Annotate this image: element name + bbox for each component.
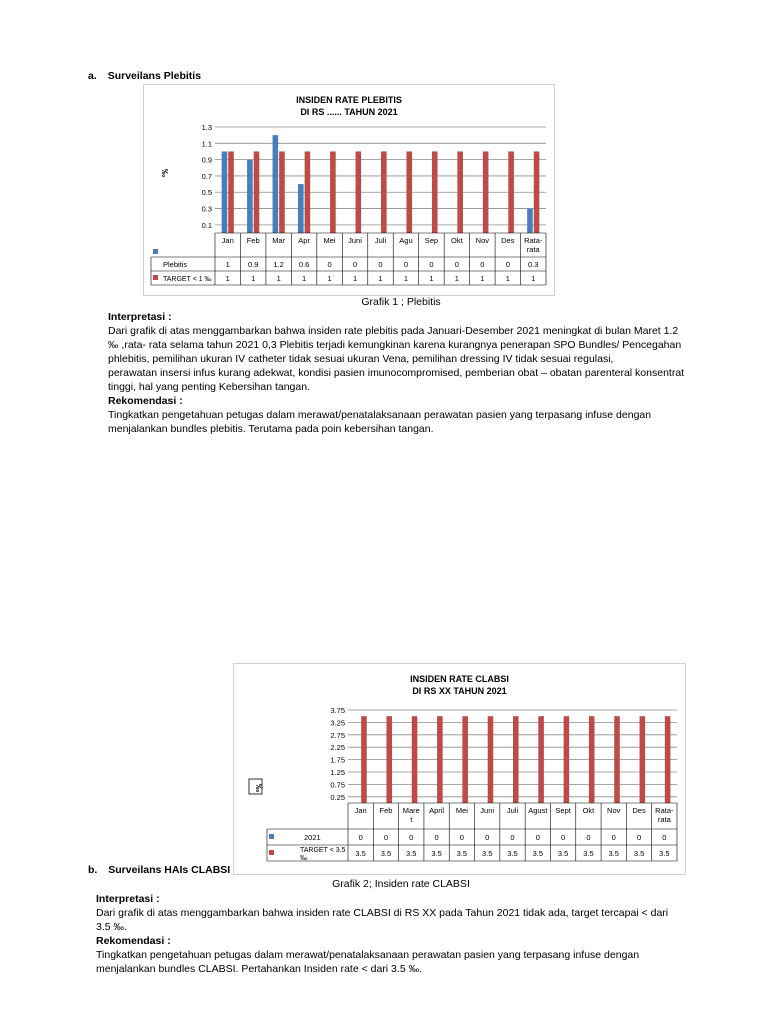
bar-series-2 xyxy=(538,716,544,803)
x-category-label: Jan xyxy=(354,806,367,815)
data-label: 0 xyxy=(434,833,439,842)
x-category-label: Mei xyxy=(455,806,468,815)
section-b-interpretasi-label: Interpretasi : xyxy=(96,893,160,905)
data-label: 1 xyxy=(276,274,281,283)
legend-swatch xyxy=(269,834,274,839)
x-category-label: Okt xyxy=(451,236,463,245)
rekomendasi-line: Tingkatkan pengetahuan petugas dalam merawat/penatalaksanaan perawatan pasien yang terpasang infuse dengan xyxy=(96,949,640,961)
data-label: 0 xyxy=(535,833,540,842)
bar-series-2 xyxy=(457,151,463,233)
section-a-rekomendasi-label: Rekomendasi : xyxy=(108,395,183,407)
section-a-title: Surveilans Plebitis xyxy=(107,70,202,82)
x-category-label: Juli xyxy=(506,806,519,815)
bar-series-1 xyxy=(247,160,253,233)
rekomendasi-line: menjalankan bundles plebitis. Terutama pada poin kebersihan tangan. xyxy=(108,423,434,435)
data-label: 0 xyxy=(662,833,667,842)
x-category-label: Mei xyxy=(323,236,336,245)
legend-swatch xyxy=(153,275,158,280)
y-tick-label: 3.75 xyxy=(330,706,345,715)
bar-series-2 xyxy=(483,151,489,233)
data-label: 0 xyxy=(636,833,642,842)
bar-series-2 xyxy=(665,716,671,803)
clabsi-chart-svg xyxy=(234,664,685,874)
data-label: 3.5 xyxy=(659,849,670,858)
y-tick-label: 1.25 xyxy=(330,768,345,777)
x-category-label: Jan xyxy=(221,236,234,245)
data-label: 0 xyxy=(485,833,490,842)
bar-series-2 xyxy=(228,151,234,233)
interpretasi-line: perawatan insersi infus kurang adekwat, kondisi pasien imunocompromised, pemberian obat – obatan parenteral konsentrat xyxy=(108,367,685,379)
interpretasi-line: tinggi, hal yang penting Kebersihan tangan. xyxy=(108,381,310,393)
y-tick-label: 0.1 xyxy=(201,220,212,230)
interpretasi-line: 3.5 ‰. xyxy=(96,921,127,933)
plebitis-chart-caption: Grafik 1 ; Plebitis xyxy=(361,296,441,308)
section-b-heading xyxy=(88,864,230,876)
y-tick-label: 0.5 xyxy=(201,188,212,198)
x-category-label: Des xyxy=(501,236,515,245)
data-label: 0 xyxy=(327,260,332,269)
legend-label: Plebitis xyxy=(163,260,188,269)
data-label: 0 xyxy=(403,260,409,269)
x-category-label: April xyxy=(429,806,445,815)
y-tick-label: 0.75 xyxy=(330,780,345,790)
data-label: 0.6 xyxy=(298,260,310,269)
legend-swatch xyxy=(153,249,158,254)
bar-series-2 xyxy=(564,716,570,803)
data-label: 3.5 xyxy=(380,849,392,858)
data-label: 0.9 xyxy=(247,260,259,269)
section-b-rekomendasi xyxy=(96,948,698,976)
y-tick-label: 1.1 xyxy=(201,139,212,149)
x-category-label: rata xyxy=(526,245,540,254)
x-category-label: Juli xyxy=(374,236,387,245)
x-category-label: Juni xyxy=(480,806,495,815)
x-category-label: Sept xyxy=(555,806,571,815)
section-a-heading xyxy=(88,70,201,82)
bar-series-2 xyxy=(381,151,387,233)
section-b-title: Surveilans HAIs CLABSI xyxy=(108,864,231,876)
x-category-label: Okt xyxy=(582,806,595,815)
data-label: 1 xyxy=(225,274,230,283)
legend-swatch xyxy=(269,850,274,855)
y-tick-label: 2.75 xyxy=(330,730,345,740)
data-label: 1 xyxy=(480,274,485,283)
data-label: 3.5 xyxy=(583,849,594,858)
plebitis-chart-svg xyxy=(144,85,554,295)
data-label: 1 xyxy=(251,274,256,283)
data-label: 3.5 xyxy=(532,849,544,858)
data-label: 1 xyxy=(429,274,434,283)
x-category-label: Apr xyxy=(298,236,310,245)
bar-series-2 xyxy=(437,716,443,803)
clabsi-chart-caption: Grafik 2; Insiden rate CLABSI xyxy=(332,878,470,890)
bar-series-2 xyxy=(305,151,311,233)
chart-title: INSIDEN RATE PLEBITIS xyxy=(296,95,402,105)
interpretasi-line: Dari grafik di atas menggambarkan bahwa insiden rate CLABSI di RS XX pada Tahun 2021 tidak ada, target tercapai < dari xyxy=(96,907,669,919)
data-label: 1 xyxy=(352,274,358,283)
y-tick-label: 0.25 xyxy=(330,792,345,802)
data-label: 0 xyxy=(429,260,434,269)
bar-series-2 xyxy=(508,151,514,233)
bar-series-2 xyxy=(614,716,620,803)
bar-series-2 xyxy=(589,716,595,803)
chart-title: INSIDEN RATE CLABSI xyxy=(410,674,509,684)
data-label: 1 xyxy=(505,274,510,283)
section-b-label: b. xyxy=(88,864,98,876)
section-b-text xyxy=(96,892,698,976)
bar-series-2 xyxy=(386,716,392,803)
bar-series-2 xyxy=(254,151,260,233)
bar-series-2 xyxy=(330,151,336,233)
x-category-label: Mare xyxy=(402,806,420,815)
section-a-text xyxy=(108,310,698,436)
data-label: 3.5 xyxy=(507,849,518,858)
section-b-interpretasi xyxy=(96,906,698,934)
x-category-label: Mar xyxy=(272,236,286,245)
chart-title: DI RS XX TAHUN 2021 xyxy=(412,686,507,696)
data-label: 1 xyxy=(378,274,383,283)
section-a-rekomendasi xyxy=(108,408,698,436)
y-tick-label: 0.3 xyxy=(201,204,212,214)
bar-series-2 xyxy=(640,716,646,803)
data-label: 0 xyxy=(378,260,383,269)
data-label: 1 xyxy=(403,274,409,283)
data-label: 0 xyxy=(409,833,414,842)
y-tick-label: 0.7 xyxy=(201,171,212,181)
x-category-label: Agust xyxy=(528,806,548,815)
data-label: 3.5 xyxy=(456,849,468,858)
data-label: 0 xyxy=(352,260,358,269)
data-label: 1.2 xyxy=(273,260,284,269)
data-label: 0 xyxy=(505,260,510,269)
section-b-rekomendasi-label: Rekomendasi : xyxy=(96,935,171,947)
y-tick-label: 0.9 xyxy=(201,155,212,165)
y-tick-label: 1.75 xyxy=(330,755,345,765)
legend-label: ‰ xyxy=(300,855,307,862)
bar-series-2 xyxy=(488,716,494,803)
x-category-label: Nov xyxy=(607,806,621,815)
data-label: 3.5 xyxy=(608,849,619,858)
data-label: 3.5 xyxy=(481,849,493,858)
data-label: 3.5 xyxy=(557,849,569,858)
legend-label: TARGET < 1 ‰ xyxy=(163,276,212,283)
data-label: 3.5 xyxy=(431,849,442,858)
clabsi-chart xyxy=(233,663,686,875)
section-a-label: a. xyxy=(88,70,97,82)
y-tick-label: 1.3 xyxy=(201,123,212,132)
x-category-label: Rata- xyxy=(524,236,543,245)
plebitis-chart xyxy=(143,84,555,296)
x-category-label: Feb xyxy=(379,806,393,815)
section-a-interpretasi-label: Interpretasi : xyxy=(108,311,172,323)
data-label: 1 xyxy=(531,274,536,283)
legend-label: TARGET < 3.5 xyxy=(300,847,346,854)
data-label: 0 xyxy=(510,833,515,842)
data-label: 1 xyxy=(302,274,307,283)
rekomendasi-line: Tingkatkan pengetahuan petugas dalam merawat/penatalaksanaan perawatan pasien yang terpasang infuse dengan xyxy=(108,409,652,421)
x-category-label: rata xyxy=(657,815,671,824)
data-label: 0 xyxy=(358,833,363,842)
bar-series-2 xyxy=(432,151,438,233)
interpretasi-line: Dari grafik di atas menggambarkan bahwa insiden rate plebitis pada Januari-Desember 2021 meningkat di bulan Maret 1.2 xyxy=(108,325,679,337)
bar-series-2 xyxy=(412,716,418,803)
y-axis-label: ‰ xyxy=(160,169,169,177)
section-a-interpretasi xyxy=(108,324,698,394)
data-label: 0 xyxy=(561,833,566,842)
x-category-label: Des xyxy=(632,806,646,815)
bar-series-2 xyxy=(356,151,362,233)
rekomendasi-line: menjalankan bundles CLABSI. Pertahankan Insiden rate < dari 3.5 ‰. xyxy=(96,963,422,975)
interpretasi-line: ‰ ,rata- rata selama tahun 2021 0,3 Plebitis terjadi kemungkinan karena kurangnya penerapan SPO Bundles/ Pencegahan xyxy=(108,339,682,351)
y-axis-label: ‰ xyxy=(254,784,263,792)
bar-series-1 xyxy=(298,184,304,233)
x-category-label: Juni xyxy=(348,236,362,245)
y-tick-label: 2.25 xyxy=(330,743,345,753)
data-label: 0 xyxy=(454,260,459,269)
bar-series-1 xyxy=(527,209,533,233)
bar-series-2 xyxy=(361,716,367,803)
bar-series-2 xyxy=(513,716,519,803)
data-label: 3.5 xyxy=(355,849,366,858)
data-label: 0 xyxy=(611,833,616,842)
x-category-label: Rata- xyxy=(655,806,674,815)
x-category-label: Feb xyxy=(246,236,260,245)
bar-series-2 xyxy=(462,716,468,803)
x-category-label: Nov xyxy=(475,236,490,245)
data-label: 1 xyxy=(225,260,230,269)
x-category-label: Agu xyxy=(399,236,413,245)
bar-series-1 xyxy=(273,135,279,233)
chart-title: DI RS ...... TAHUN 2021 xyxy=(300,107,398,117)
data-label: 3.5 xyxy=(406,849,417,858)
x-category-label: Sep xyxy=(424,236,439,245)
data-label: 0 xyxy=(586,833,591,842)
bar-series-1 xyxy=(222,151,228,233)
data-label: 0.3 xyxy=(528,260,539,269)
data-label: 0 xyxy=(383,833,389,842)
data-label: 3.5 xyxy=(633,849,645,858)
data-label: 0 xyxy=(480,260,485,269)
x-category-label: t xyxy=(410,815,413,824)
interpretasi-line: phlebitis, pemilihan ukuran IV catheter tidak sesuai ukuran Vena, pemilihan dressing IV tidak sesuai regulasi, xyxy=(108,353,614,365)
data-label: 1 xyxy=(327,274,332,283)
data-label: 1 xyxy=(454,274,459,283)
bar-series-2 xyxy=(406,151,412,233)
legend-label: 2021 xyxy=(304,833,321,842)
bar-series-2 xyxy=(279,151,285,233)
data-label: 0 xyxy=(459,833,464,842)
y-tick-label: 3.25 xyxy=(330,718,345,728)
bar-series-2 xyxy=(534,151,540,233)
